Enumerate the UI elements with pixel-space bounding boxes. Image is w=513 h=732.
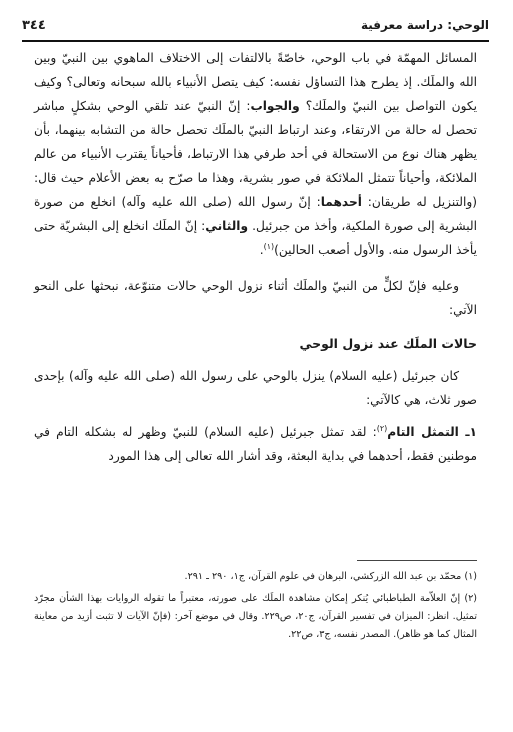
footnotes [34, 568, 477, 648]
paragraph-4-text: : لقد تمثل جبرئيل (عليه السلام) للنبيّ وظهر له بشكله التام في موطنين فقط، أحدهما في بداية البعثة، وقد أشار الله تعالى إلى هذا المورد [34, 425, 477, 463]
paragraph-1-part-c: : إنّ النبيّ عند تلقي الوحي بشكلٍ مباشر تحصل له حالة من الارتقاء، وعند ارتباط النبيّ بالملَك تحصل حالة من التشابه بينهما، بأن يظهر هناك نوع من الاستحالة في أحد طرفي هذا الارتباط، فأحياناً يقترب الأنبياء من عالم الملائكة، وأحياناً تتمثل الملائكة في صور بشرية، وهذا ما صرّح به بعض الأعلام حيث قال: (والتنزيل له طريقان: [34, 99, 477, 209]
paragraph-3: كان جبرئيل (عليه السلام) ينزل بالوحي على رسول الله (صلى الله عليه وآله) بإحدى صور ثلاث، هي كالآتي: [34, 369, 477, 407]
first-label: أحدهما [320, 195, 362, 209]
footnote-1: (١) محمّد بن عبد الله الزركشي، البرهان في علوم القرآن، ج١، ٢٩٠ ـ ٢٩١. [184, 571, 477, 582]
answer-label: والجواب [250, 99, 300, 113]
main-text [34, 46, 477, 468]
page-header [22, 10, 489, 42]
paragraph-2: وعليه فإنّ لكلٍّ من النبيّ والملَك أثناء نزول الوحي حالات متنوّعة، نبحثها على النحو الآتي: [34, 279, 477, 317]
footnote-ref-1[interactable]: (١) [263, 241, 275, 251]
paragraph-4 [34, 420, 477, 468]
footnote-2: (٢) إنّ العلاّمة الطباطبائي يُنكر إمكان مشاهدة الملَك على صورته، معتبراً ما تقوله الروايات بهذا الشأن مجرّد تمثيل. انظر: الميزان في تفسير القرآن، ج٢٠، ص٢٢٩. وقال في موضع آخر: (فإنّ الآيات لا تثبت أزيد من معاينة المثال كما هو ظاهر). المصدر نفسه، ج٣، ص٢٢. [34, 593, 477, 640]
running-title: الوحي: دراسة معرفية [360, 18, 489, 32]
paragraph-1-part-g: : إنّ الملَك انخلع إلى البشريّة حتى يأخذ الرسول منه. والأول أصعب الحالين) [34, 219, 477, 257]
paragraph-1-part-e: : إنّ رسول الله (صلى الله عليه وآله) انخلع من صورة البشرية إلى صورة الملكية، وأخذ من جبرئيل. [34, 195, 477, 233]
page-number: ٣٤٤ [22, 17, 46, 33]
footnote-divider [357, 560, 477, 561]
section-heading: حالات الملَك عند نزول الوحي [299, 336, 477, 351]
paragraph-1: المسائل المهمّة في باب الوحي، خاصّةً بالالتفات إلى الاختلاف الماهوي بين النبيّ وبين الله والملَك. إذ يطرح هذا التساؤل نفسه: كيف يتصل الأنبياء بالله سبحانه وتعالى؟ وكيف يكون التواصل بين النبيّ والملَك؟ والجواب: إنّ النبيّ عند تلقي الوحي بشكلٍ مباشر تحصل له حالة من الارتقاء، وعند ارتباط النبيّ بالملَك تحصل حالة من التشابه بينهما، بأن يظهر هناك نوع من الاستحالة في أحد طرفي هذا الارتباط، فأحياناً يقترب الأنبياء من عالم الملائكة، وأحياناً تتمثل الملائكة في صور بشرية، وهذا ما صرّح به بعض الأعلام حيث قال: (والتنزيل له طريقان: أحدهما: إنّ رسول الله (صلى الله عليه وآله) انخلع من صورة البشرية إلى صورة الملكية، وأخذ من جبرئيل. والثاني: إنّ الملَك انخلع إلى البشريّة حتى يأخذ الرسول منه. والأول أصعب الحالين)$^{(١)}$. [34, 51, 477, 257]
paragraph-1-part-a: المسائل المهمّة في باب الوحي، خاصّةً بالالتفات إلى الاختلاف الماهوي بين النبيّ وبين الله والملَك. إذ يطرح هذا التساؤل نفسه: كيف يتصل الأنبياء بالله سبحانه وتعالى؟ وكيف يكون التواصل بين النبيّ والملَك؟ [34, 51, 477, 113]
second-label: والثاني [205, 219, 249, 233]
full-representation-label: ١ـ التمثل التام [387, 425, 477, 439]
footnote-ref-2[interactable]: (٢) [376, 423, 388, 433]
